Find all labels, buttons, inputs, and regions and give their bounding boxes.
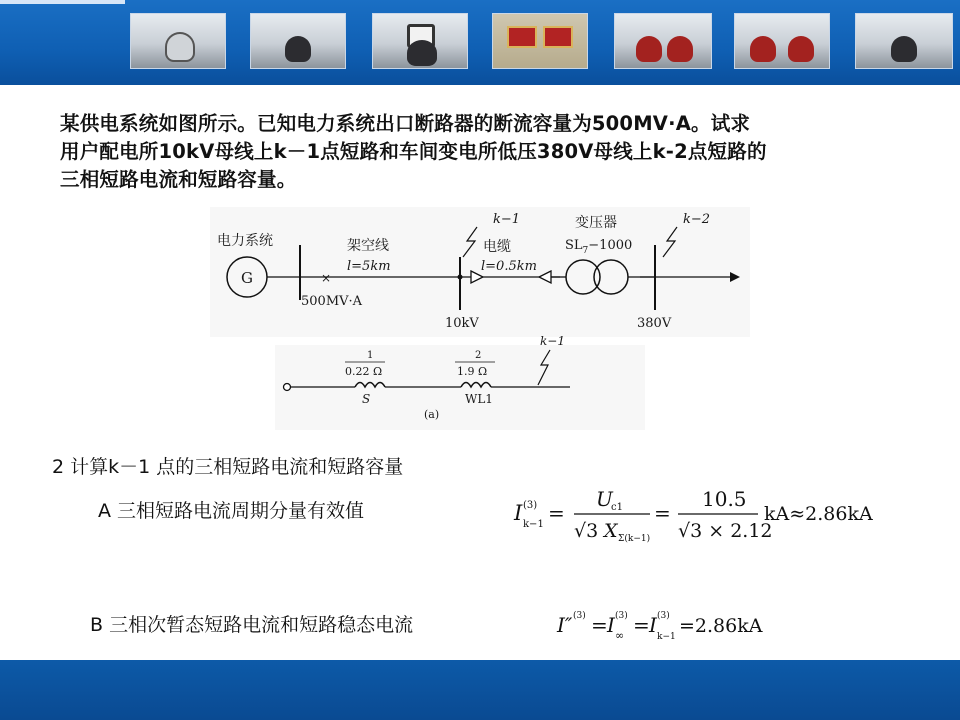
diagram-caption: (a): [424, 408, 440, 421]
bus-380v-label: 380V: [637, 316, 672, 331]
circuit-diagram: [205, 205, 765, 437]
overhead-line-length: l=5km: [347, 259, 391, 274]
photo-thumbnail: [372, 13, 468, 69]
svg-text:=: =: [633, 613, 650, 637]
formula-a-symbol: I: [514, 501, 523, 525]
problem-line: 用户配电所10kV母线上k－1点短路和车间变电所低压380V母线上k-2点短路的: [60, 140, 767, 163]
formula-a-result: kA≈2.86kA: [764, 503, 873, 525]
photo-thumbnail: [734, 13, 830, 69]
svg-text:=: =: [591, 613, 608, 637]
formula-a-sub: k−1: [523, 519, 544, 530]
transformer-model: $SL_7-1000$: [565, 238, 633, 256]
formula-b-symbol-1: I″: [557, 613, 573, 637]
cable-label: 电缆: [483, 239, 511, 255]
formula-a-denominator-root: √3: [574, 520, 599, 542]
formula-b-sub-2: ∞: [615, 629, 625, 642]
photo-thumbnail: [492, 13, 588, 69]
formula-a-equals: =: [548, 501, 565, 525]
formula-b: [555, 604, 795, 644]
transformer-label: 变压器: [575, 215, 617, 231]
formula-a-numerator: U: [596, 487, 613, 511]
breaker-icon: ×: [321, 271, 332, 285]
cable-length: l=0.5km: [481, 259, 537, 274]
eq-k1-label: k−1: [540, 334, 565, 348]
photo-thumbnail: [614, 13, 712, 69]
formula-a-numerator-sub: c1: [611, 502, 623, 513]
terminal-icon: [284, 384, 291, 391]
k1-label: k−1: [493, 212, 521, 227]
formula-b-symbol-3: I: [649, 613, 657, 637]
formula-b-symbol-2: I: [607, 613, 615, 637]
overhead-line-label: 架空线: [347, 238, 389, 254]
part-a-heading: A 三相短路电流周期分量有效值: [98, 500, 365, 522]
problem-statement: [60, 110, 900, 194]
eq-1-value: 0.22 Ω: [345, 365, 383, 378]
problem-line: 某供电系统如图所示。已知电力系统出口断路器的断流容量为500MV·A。试求: [60, 112, 751, 135]
step-2-heading: 2 计算k－1 点的三相短路电流和短路容量: [52, 456, 404, 478]
eq-1-name: S: [362, 392, 371, 406]
eq-2-num: 2: [475, 350, 482, 361]
formula-b-sub-3: k−1: [657, 632, 676, 642]
formula-a-equals: =: [654, 501, 671, 525]
photo-thumbnail: [855, 13, 953, 69]
formula-a-value-denominator: √3 × 2.12: [678, 520, 773, 542]
eq-1-num: 1: [367, 350, 374, 361]
system-label: 电力系统: [217, 233, 273, 249]
formula-b-sup-1: (3): [573, 611, 586, 621]
junction-dot: [458, 275, 463, 280]
eq-2-name: WL1: [465, 392, 493, 406]
problem-line: 三相短路电流和短路容量。: [60, 168, 297, 191]
formula-a-sup: (3): [523, 500, 538, 511]
photo-thumbnail: [250, 13, 346, 69]
formula-a-denominator-x: X: [604, 520, 618, 542]
formula-b-sup-2: (3): [615, 611, 628, 621]
formula-b-sup-3: (3): [657, 611, 670, 621]
part-b-heading: B 三相次暂态短路电流和短路稳态电流: [90, 614, 414, 636]
formula-a-denominator-sub: Σ(k−1): [618, 534, 651, 544]
bus-10kv-label: 10kV: [445, 316, 479, 331]
breaker-rating: 500MV·A: [301, 294, 363, 309]
header-accent: [0, 0, 125, 4]
formula-a: [512, 482, 892, 548]
header-banner: [0, 0, 960, 85]
eq-2-value: 1.9 Ω: [457, 365, 488, 378]
formula-a-value-numerator: 10.5: [702, 487, 747, 511]
formula-b-result: =2.86kA: [679, 615, 763, 637]
k2-label: k−2: [683, 212, 711, 227]
generator-label: G: [241, 269, 253, 287]
photo-thumbnail: [130, 13, 226, 69]
footer-bar: [0, 660, 960, 720]
